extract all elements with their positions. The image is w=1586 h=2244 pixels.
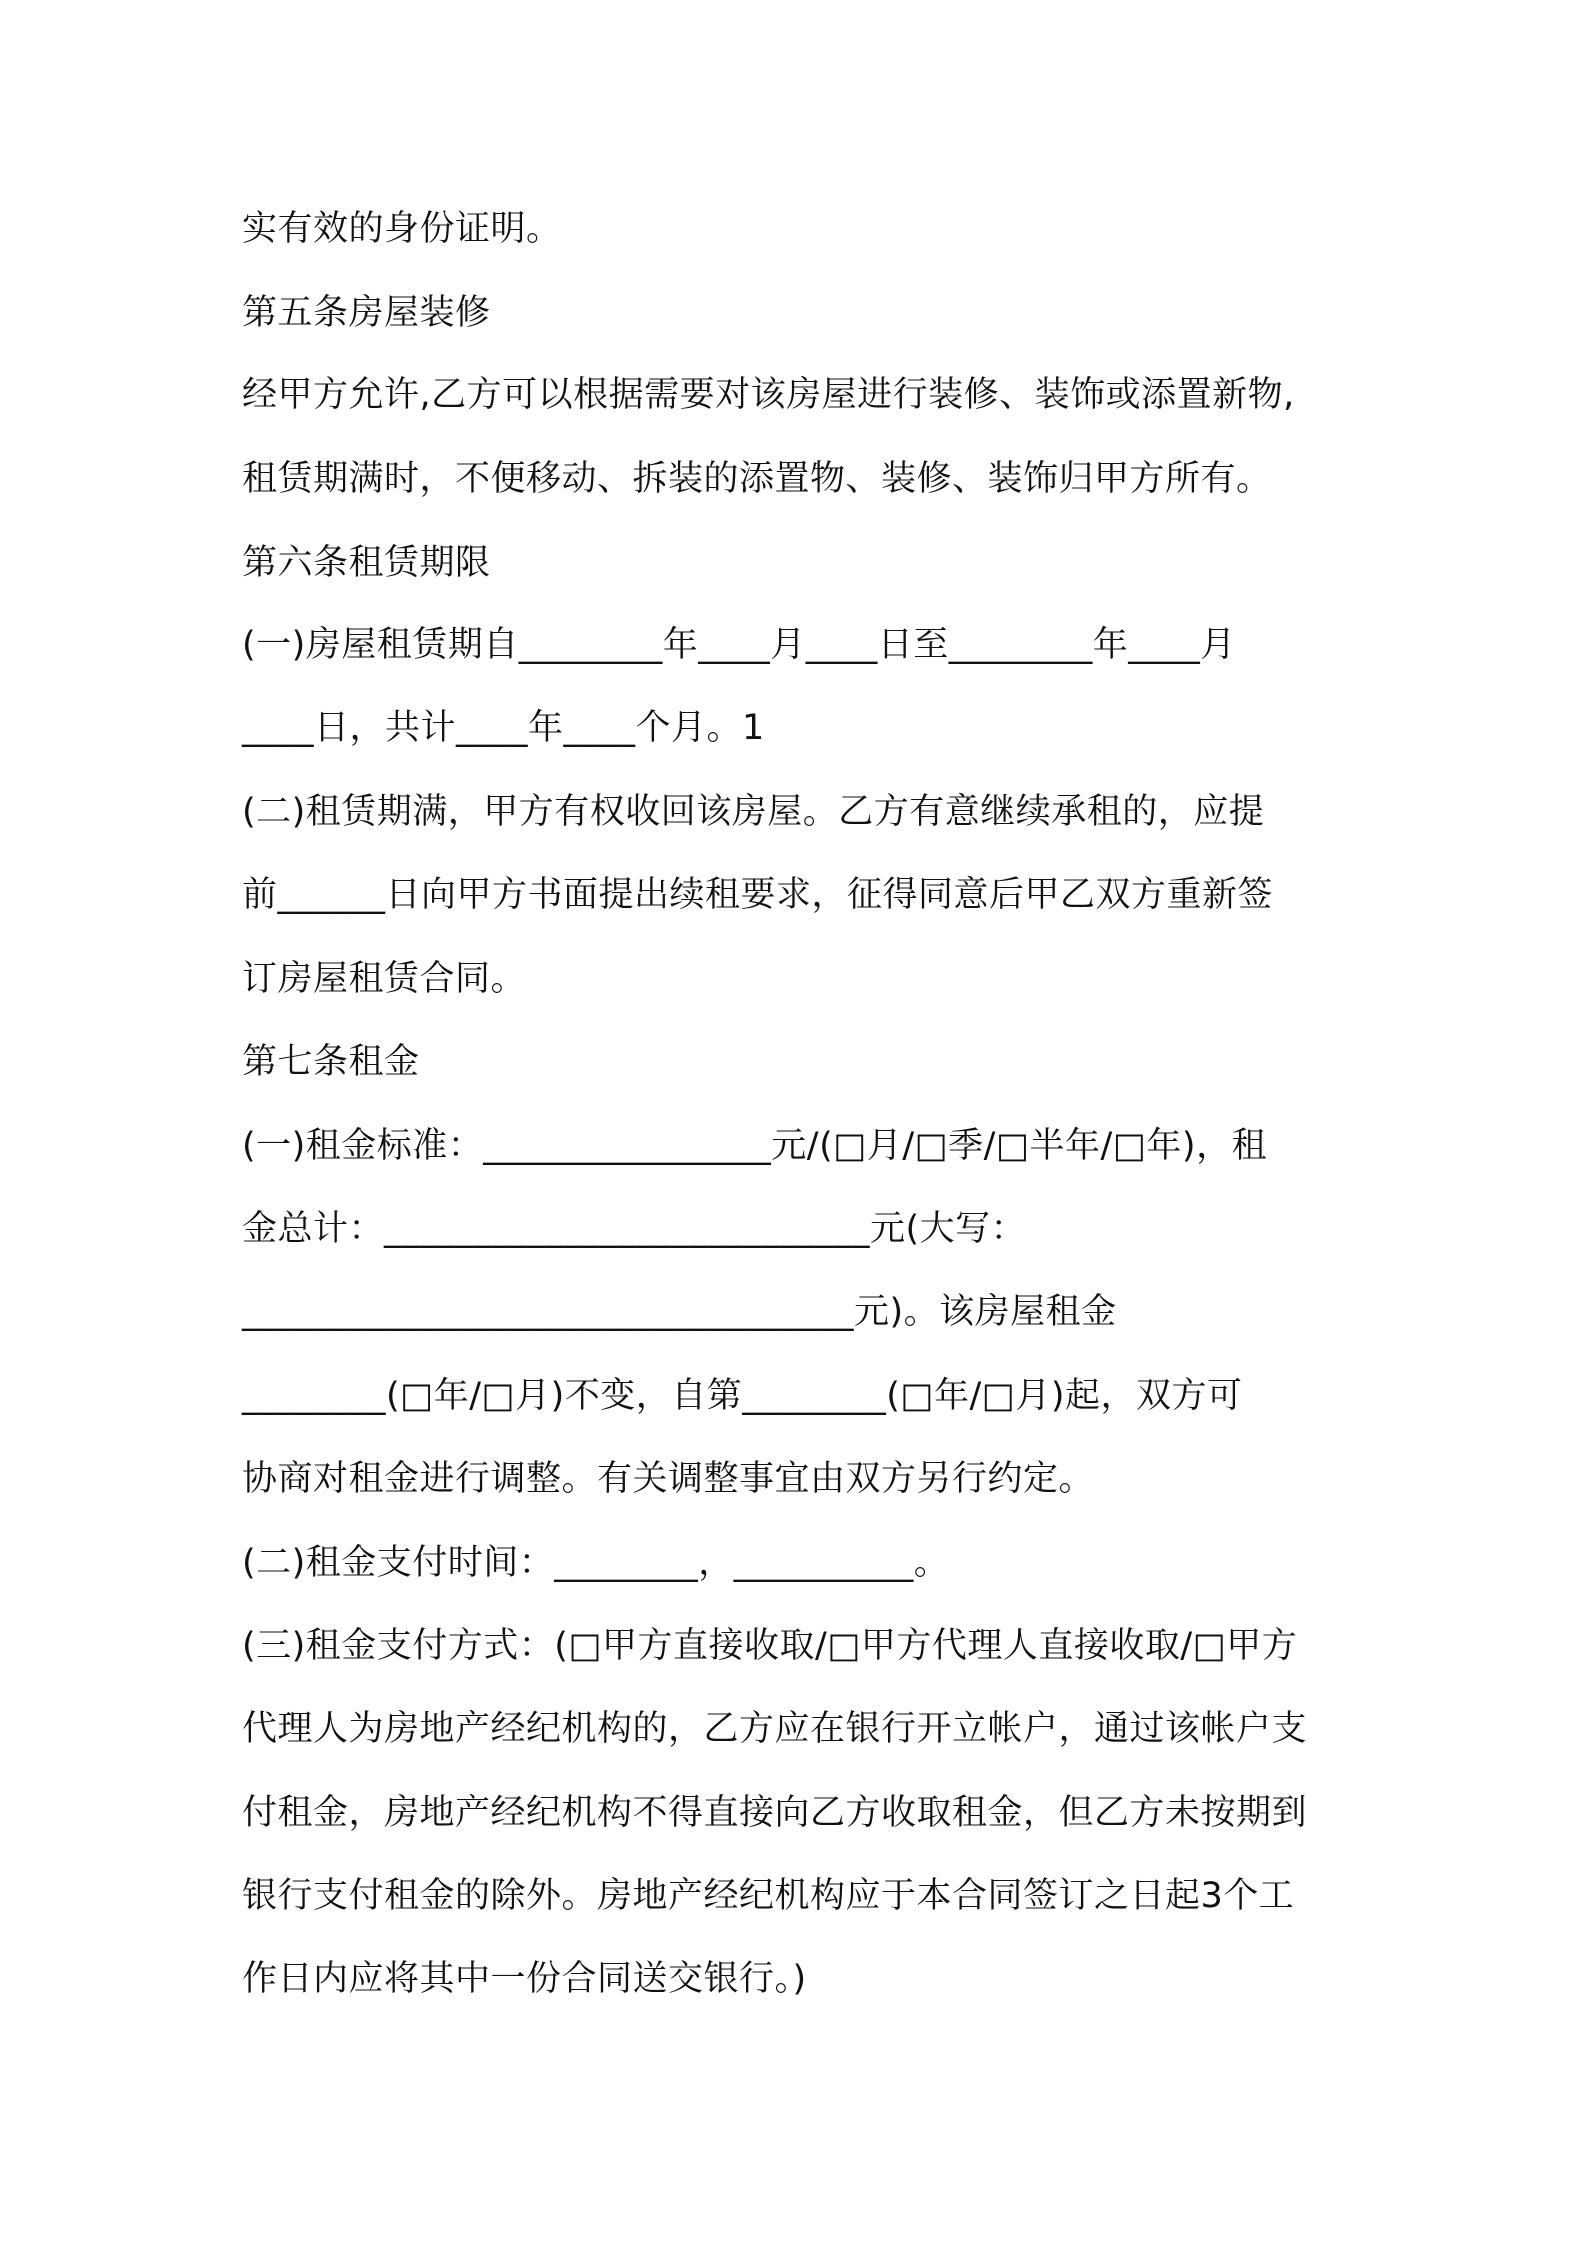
text-line: 付租金，房地产经纪机构不得直接向乙方收取租金，但乙方未按期到 bbox=[242, 1793, 1308, 1833]
section-heading: 第七条租金 bbox=[242, 1042, 420, 1082]
text-line: 代理人为房地产经纪机构的，乙方应在银行开立帐户，通过该帐户支 bbox=[242, 1709, 1308, 1749]
text-line: __________________________________元)。该房屋租金 bbox=[242, 1292, 1117, 1332]
text-line: 经甲方允许,乙方可以根据需要对该房屋进行装修、装饰或添置新物, bbox=[242, 375, 1295, 415]
text-line: 作日内应将其中一份合同送交银行。) bbox=[242, 1959, 807, 1999]
text-line: ________(□年/□月)不变，自第________(□年/□月)起，双方可 bbox=[242, 1376, 1243, 1416]
section-heading: 第六条租赁期限 bbox=[242, 543, 491, 583]
text-line: (二)租金支付时间：________，__________。 bbox=[242, 1543, 950, 1583]
text-line: (二)租赁期满，甲方有权收回该房屋。乙方有意继续承租的，应提 bbox=[242, 792, 1265, 832]
text-line: 租赁期满时，不便移动、拆装的添置物、装修、装饰归甲方所有。 bbox=[242, 459, 1272, 499]
text-line: 协商对租金进行调整。有关调整事宜由双方另行约定。 bbox=[242, 1459, 1095, 1499]
section-heading: 第五条房屋装修 bbox=[242, 293, 491, 333]
text-line: 实有效的身份证明。 bbox=[242, 209, 562, 249]
text-line: 前______日向甲方书面提出续租要求，征得同意后甲乙双方重新签 bbox=[242, 875, 1274, 915]
text-line: (三)租金支付方式：(□甲方直接收取/□甲方代理人直接收取/□甲方 bbox=[242, 1626, 1298, 1666]
text-line: (一)租金标准：________________元/(□月/□季/□半年/□年)，租 bbox=[242, 1126, 1268, 1166]
text-line: 金总计：___________________________元(大写： bbox=[242, 1209, 1027, 1249]
text-line: (一)房屋租赁期自________年____月____日至________年____月 bbox=[242, 625, 1236, 665]
text-line: 银行支付租金的除外。房地产经纪机构应于本合同签订之日起3个工 bbox=[242, 1876, 1295, 1916]
text-line: ____日，共计____年____个月。1 bbox=[242, 708, 765, 748]
text-line: 订房屋租赁合同。 bbox=[242, 959, 527, 999]
